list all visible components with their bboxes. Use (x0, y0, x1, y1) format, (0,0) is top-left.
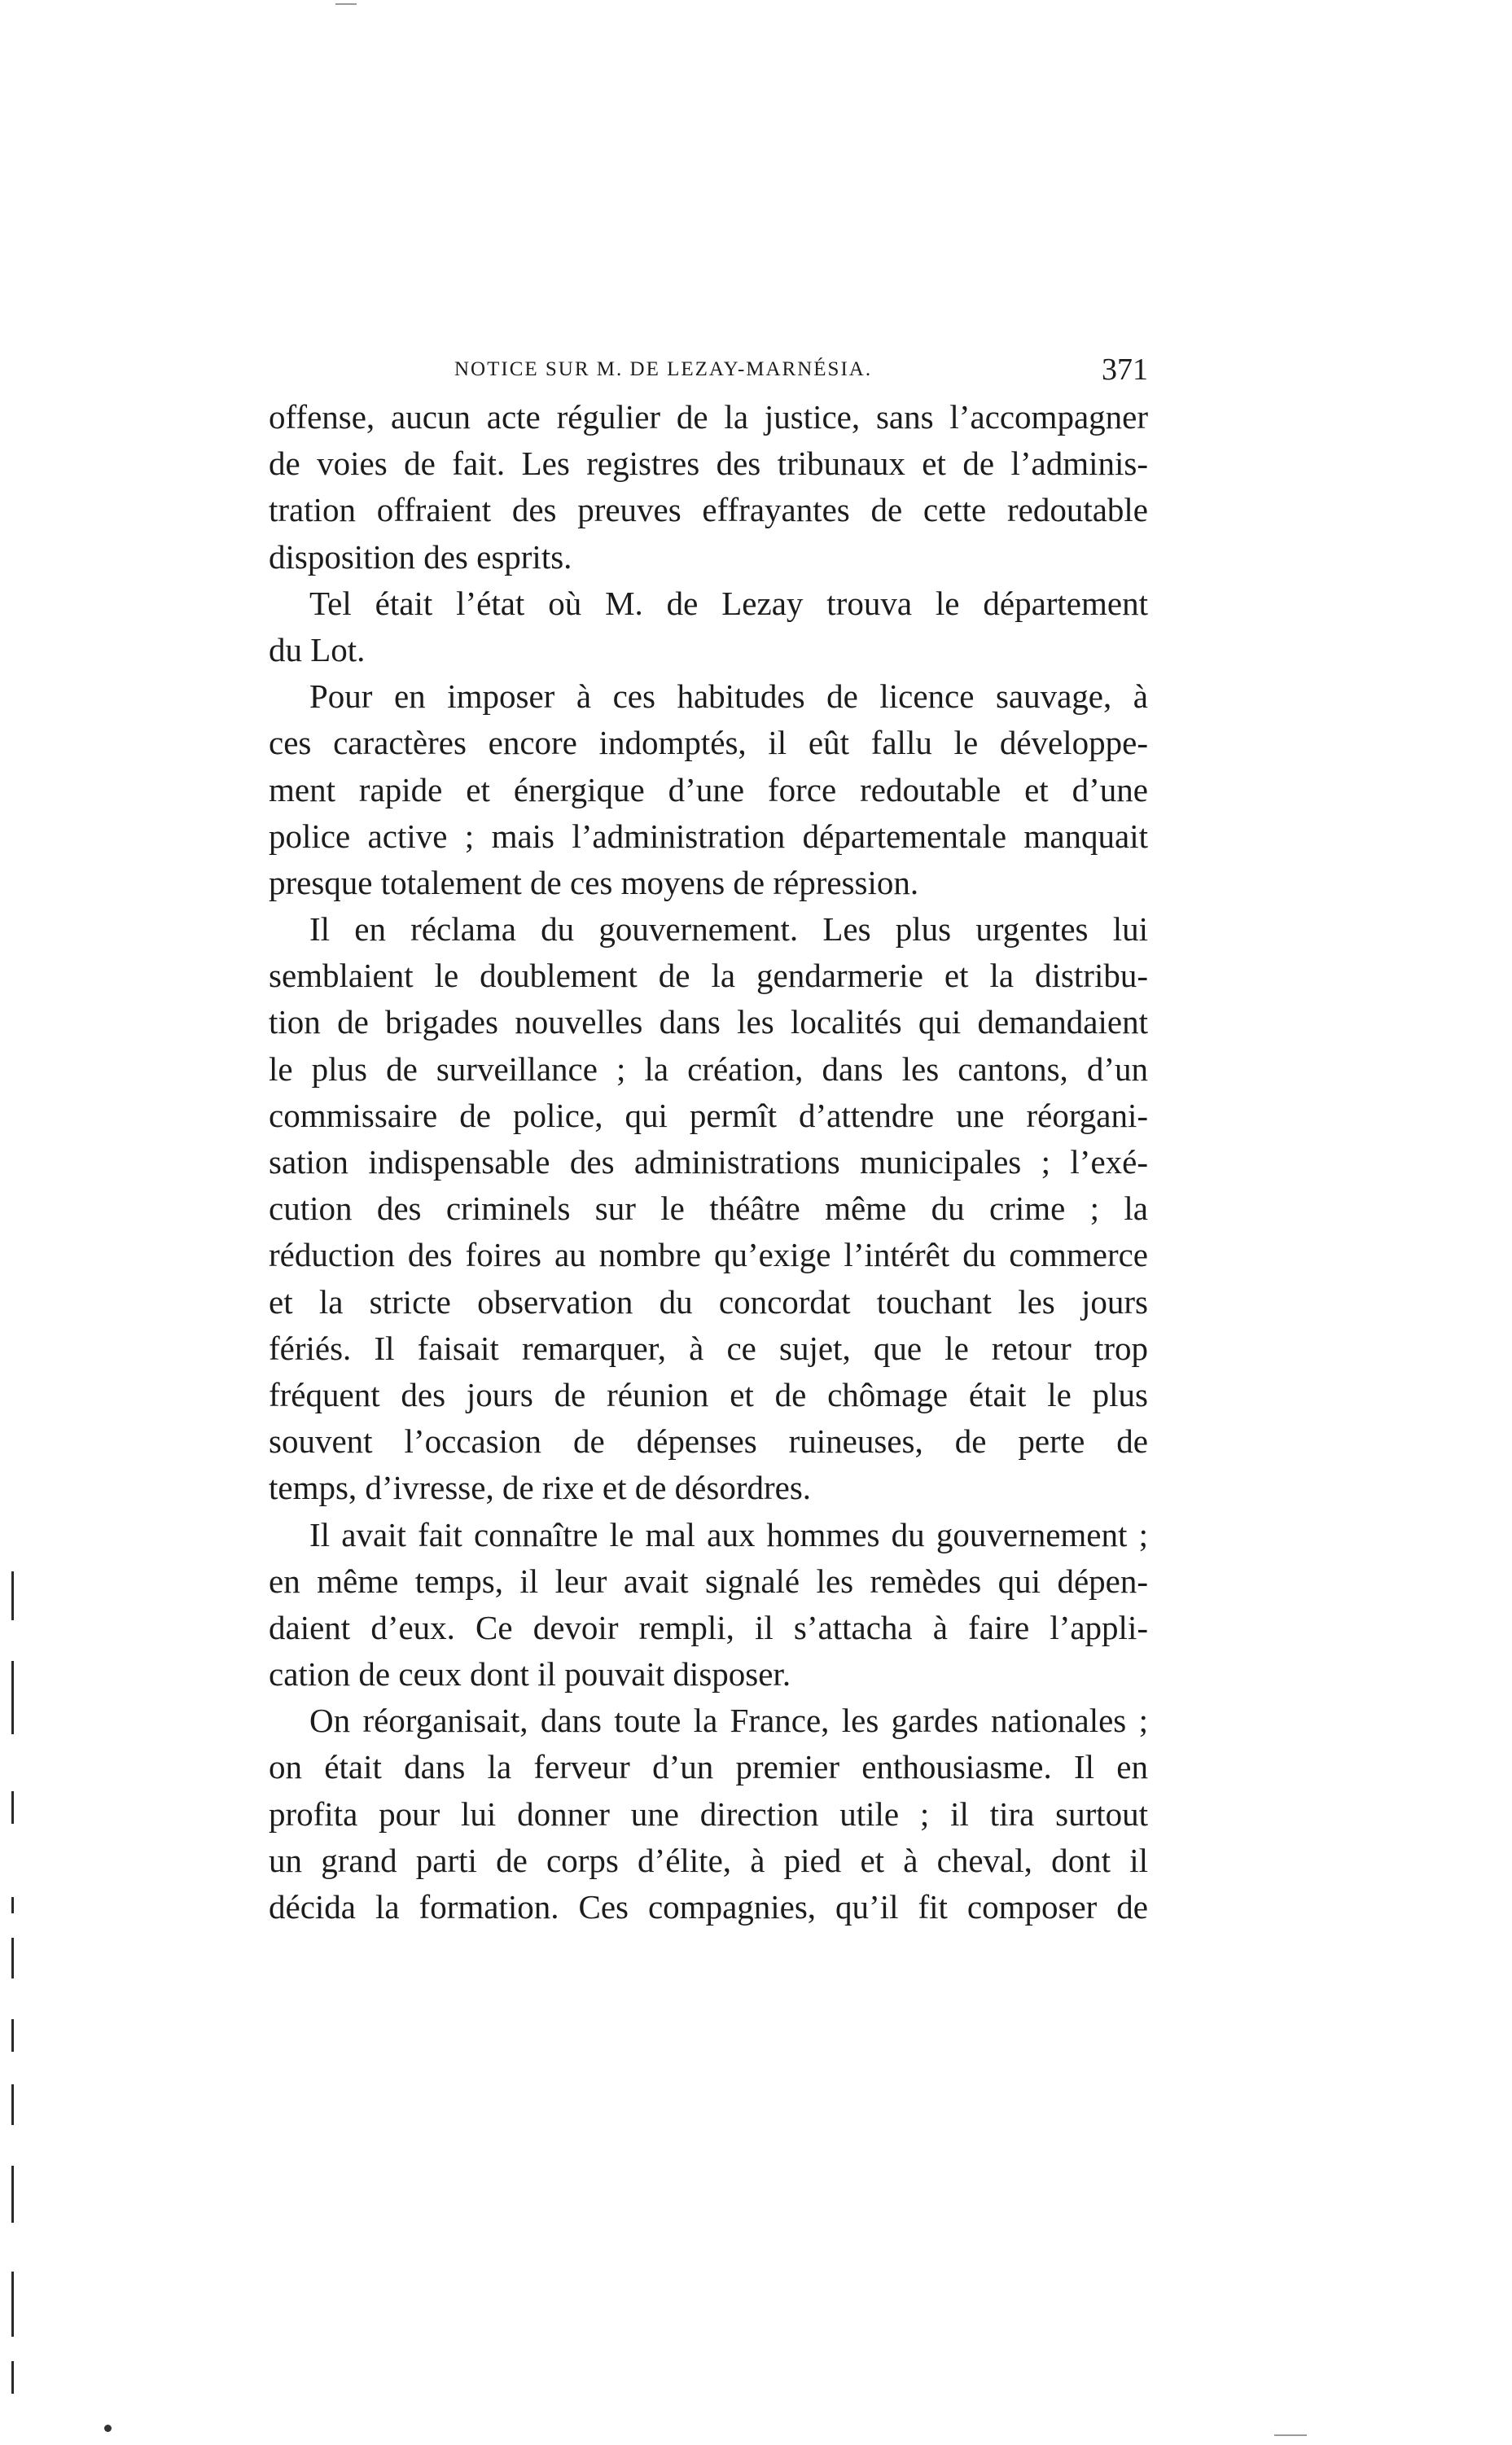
text-line: On réorganisait, dans toute la France, les gardes nationales ; (309, 1702, 1148, 1740)
text-line: souvent l’occasion de dépenses ruineuses, de perte de (269, 1422, 1148, 1461)
text-line: Il avait fait connaître le mal aux hommes du gouvernement ; (309, 1515, 1148, 1553)
text-line: un grand parti de corps d’élite, à pied et à cheval, dont il (269, 1841, 1148, 1879)
text-line: cation de ceux dont il pouvait disposer. (269, 1655, 791, 1694)
page-number: 371 (1102, 353, 1148, 387)
text-line: on était dans la ferveur d’un premier enthousiasme. Il en (269, 1748, 1148, 1786)
text-line: cution des criminels sur le théâtre même du crime ; la (269, 1190, 1148, 1228)
scan-mark (11, 2166, 14, 2223)
text-line: fréquent des jours de réunion et de chômage était le plus (269, 1375, 1148, 1413)
text-line: offense, aucun acte régulier de la justice, sans l’accompagner (269, 398, 1148, 436)
text-line: réduction des foires au nombre qu’exige l’intérêt du commerce (269, 1236, 1148, 1274)
text-line: profita pour lui donner une direction utile ; il tira surtout (269, 1794, 1148, 1833)
text-line: ces caractères encore indomptés, il eût fallu le développe- (269, 724, 1148, 762)
body-text (269, 394, 1148, 1930)
scan-mark (11, 1897, 14, 1913)
scan-mark (11, 1938, 14, 1978)
text-line: temps, d’ivresse, de rixe et de désordres. (269, 1469, 812, 1507)
scan-mark (11, 2361, 14, 2394)
running-head (269, 352, 1148, 392)
text-line: disposition des esprits. (269, 537, 572, 576)
text-line: du Lot. (269, 630, 366, 668)
scan-mark (11, 1791, 14, 1824)
text-line: Pour en imposer à ces habitudes de licence sauvage, à (309, 677, 1148, 716)
text-line: tion de brigades nouvelles dans les localités qui demandaient (269, 1003, 1148, 1041)
text-line: de voies de fait. Les registres des tribunaux et de l’adminis- (269, 445, 1148, 483)
text-line: ment rapide et énergique d’une force redoutable et d’une (269, 770, 1148, 808)
scan-mark (11, 1571, 14, 1620)
text-line: décida la formation. Ces compagnies, qu’il fit composer de (269, 1888, 1148, 1926)
scan-mark (11, 2084, 14, 2125)
text-line: daient d’eux. Ce devoir rempli, il s’attacha à faire l’appli- (269, 1608, 1148, 1646)
scan-mark (11, 2019, 14, 2052)
scan-speck (335, 3, 357, 5)
text-line: Il en réclama du gouvernement. Les plus urgentes lui (309, 910, 1148, 949)
text-line: et la stricte observation du concordat touchant les jours (269, 1282, 1148, 1321)
text-line: tration offraient des preuves effrayantes de cette redoutable (269, 491, 1148, 529)
text-line: sation indispensable des administrations municipales ; l’exé- (269, 1143, 1148, 1181)
text-line: commissaire de police, qui permît d’attendre une réorgani- (269, 1096, 1148, 1134)
running-title: NOTICE SUR M. DE LEZAY-MARNÉSIA. (454, 358, 873, 380)
text-line: presque totalement de ces moyens de répression. (269, 863, 919, 901)
text-line: en même temps, il leur avait signalé les remèdes qui dépen- (269, 1562, 1148, 1600)
text-line: Tel était l’état où M. de Lezay trouva le département (309, 584, 1148, 622)
text-line: police active ; mais l’administration départementale manquait (269, 817, 1148, 855)
text-line: le plus de surveillance ; la création, dans les cantons, d’un (269, 1049, 1148, 1088)
scan-mark (11, 1661, 14, 1734)
text-line: semblaient le doublement de la gendarmerie et la distribu- (269, 957, 1148, 995)
text-line: fériés. Il faisait remarquer, à ce sujet, que le retour trop (269, 1329, 1148, 1367)
scan-speck (104, 2425, 112, 2432)
scan-mark (11, 2272, 14, 2337)
scan-speck (1274, 2434, 1307, 2436)
